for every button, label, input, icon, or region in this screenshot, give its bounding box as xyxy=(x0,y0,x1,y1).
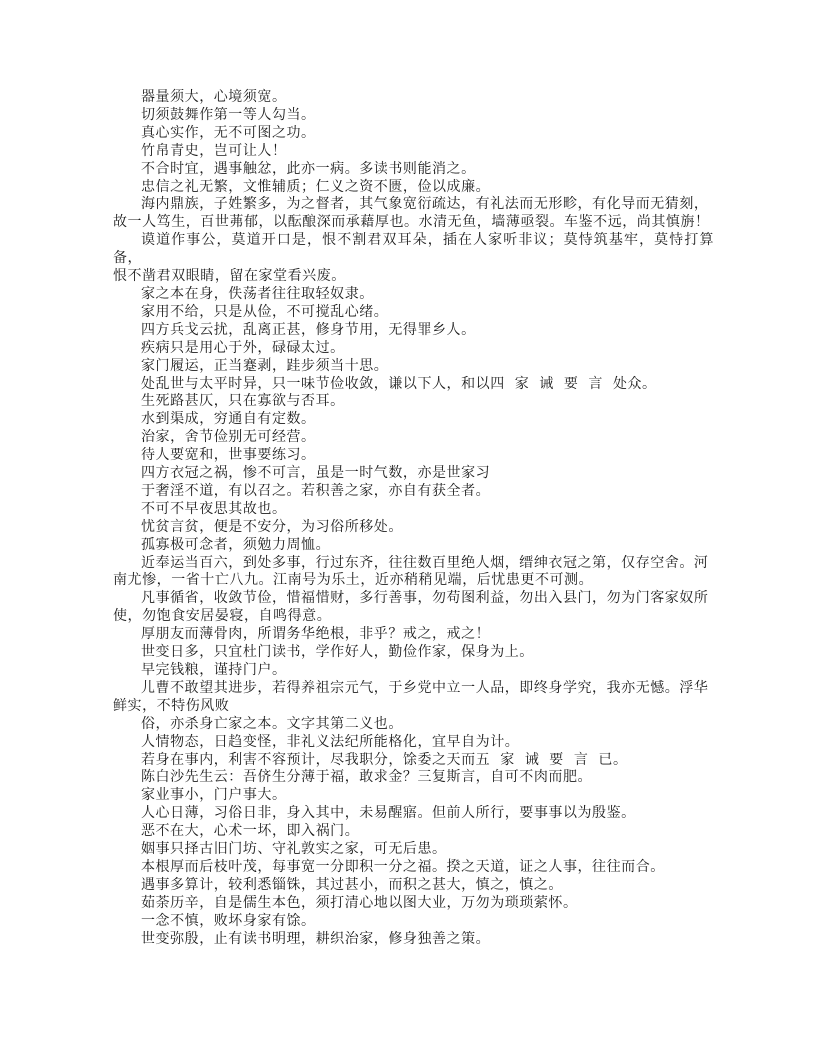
text-line: 人情物态，日趋变怪，非礼义法纪所能格化，宜早自为计。 xyxy=(141,733,520,750)
text-line: 于奢淫不道，有以召之。若积善之家，亦自有获全者。 xyxy=(141,482,491,499)
text-line: 处乱世与太平时异，只一味节俭收敛，谦以下人，和以四 家 诫 要 言 处众。 xyxy=(141,375,657,392)
text-line: 忧贫言贫，便是不安分，为习俗所移处。 xyxy=(141,518,403,535)
text-line: 孤寡极可念者，须勉力周恤。 xyxy=(141,536,331,553)
text-line: 家用不给，只是从俭，不可搅乱心绪。 xyxy=(141,303,389,320)
text-line: 恨不凿君双眼睛，留在家堂看兴废。 xyxy=(113,268,346,285)
text-line: 茹荼历辛，自是儒生本色，须打清心地以图大业，万勿为琐琐萦怀。 xyxy=(141,894,578,911)
text-line: 一念不慎，败坏身家有馀。 xyxy=(141,912,316,929)
text-line: 家业事小，门户事大。 xyxy=(141,787,287,804)
text-line: 若身在事内，利害不容预计，尽我职分，馀委之天而五 家 诫 要 言 已。 xyxy=(141,751,628,768)
text-line: 使，勿饱食安居晏寝，自鸣得意。 xyxy=(113,608,332,625)
text-line: 儿曹不敢望其进步，若得养祖宗元气，于乡党中立一人品，即终身学究，我亦无憾。浮华 xyxy=(141,679,709,696)
text-line: 家门履运，正当蹇剥，跬步须当十思。 xyxy=(141,357,389,374)
text-line: 人心日薄，习俗日非，身入其中，未易醒寤。但前人所行，要事事以为殷鉴。 xyxy=(141,805,636,822)
text-line: 姻事只择古旧门坊、守礼敦实之家，可无后患。 xyxy=(141,841,447,858)
text-line: 水到渠成，穷通自有定数。 xyxy=(141,411,316,428)
text-block xyxy=(113,89,714,949)
text-line: 恶不在大，心术一坏，即入祸门。 xyxy=(141,823,360,840)
text-line: 真心实作，无不可图之功。 xyxy=(141,124,316,141)
text-line: 早完钱粮，谨持门户。 xyxy=(141,662,287,678)
text-line: 疾病只是用心于外，碌碌太过。 xyxy=(141,339,345,356)
text-line: 海内鼎族，子姓繁多，为之督者，其气象宽衍疏达，有礼法而无形畛，有化导而无猜刻， xyxy=(141,196,709,213)
text-line: 治家，舍节俭别无可经营。 xyxy=(141,429,316,446)
text-line: 不可不早夜思其故也。 xyxy=(141,500,287,517)
text-line: 不合时宜，遇事触忿，此亦一病。多读书则能消之。 xyxy=(141,160,476,177)
text-line: 竹帛青史，岂可让人！ xyxy=(141,142,287,159)
text-line: 器量须大，心境须宽。 xyxy=(141,89,287,105)
text-line: 世变日多，只宜杜门读书，学作好人，勤俭作家，保身为上。 xyxy=(141,644,534,661)
text-line: 本根厚而后枝叶茂，每事宽一分即积一分之福。揆之天道，证之人事，往往而合。 xyxy=(141,858,665,875)
text-line: 四方衣冠之祸，惨不可言，虽是一时气数，亦是世家习 xyxy=(141,465,491,482)
text-line: 忠信之礼无繁，文惟辅质；仁义之资不匮，俭以成廉。 xyxy=(141,178,491,195)
text-line: 鲜实，不特伤风败 xyxy=(113,697,230,714)
text-line: 切须鼓舞作第一等人勾当。 xyxy=(141,106,316,123)
text-line: 近奉运当百六，到处多事，行过东齐，往往数百里绝人烟，缙绅衣冠之第，仅存空舍。河 xyxy=(141,554,709,571)
text-line: 俗，亦杀身亡家之本。文字其第二义也。 xyxy=(141,715,403,732)
text-line: 南尤惨，一省十亡八九。江南号为乐土，近亦稍稍见端，后忧患更不可测。 xyxy=(113,572,594,589)
text-line: 家之本在身，佚荡者往往取轻奴隶。 xyxy=(141,285,374,302)
text-line: 待人要宽和，世事要练习。 xyxy=(141,447,316,464)
text-line: 四方兵戈云扰，乱离正甚，修身节用，无得罪乡人。 xyxy=(141,321,476,338)
text-line: 生死路甚仄，只在寡欲与否耳。 xyxy=(141,393,345,410)
text-line: 世变弥殷，止有读书明理，耕织治家，修身独善之策。 xyxy=(141,930,491,947)
text-line: 故一人笃生，百世茀郁，以酝酿深而承藉厚也。水清无鱼，墙薄亟裂。车鉴不远，尚其慎旃！ xyxy=(113,214,710,231)
text-line: 遇事多算计，较利悉锱铢，其过甚小，而积之甚大，慎之，慎之。 xyxy=(141,876,563,893)
text-line: 谟道作事公，莫道开口是，恨不割君双耳朵，插在人家听非议；莫恃筑基牢，莫恃打算备， xyxy=(113,232,714,267)
text-line: 厚朋友而薄骨肉，所谓务华绝根，非乎？戒之，戒之！ xyxy=(141,626,491,643)
text-line: 陈白沙先生云：吾侪生分薄于福，敢求金？三复斯言，自可不肉而肥。 xyxy=(141,769,593,786)
text-line: 凡事循省，收敛节俭，惜福惜财，多行善事，勿苟图利益，勿出入县门，勿为门客家奴所 xyxy=(141,590,709,607)
